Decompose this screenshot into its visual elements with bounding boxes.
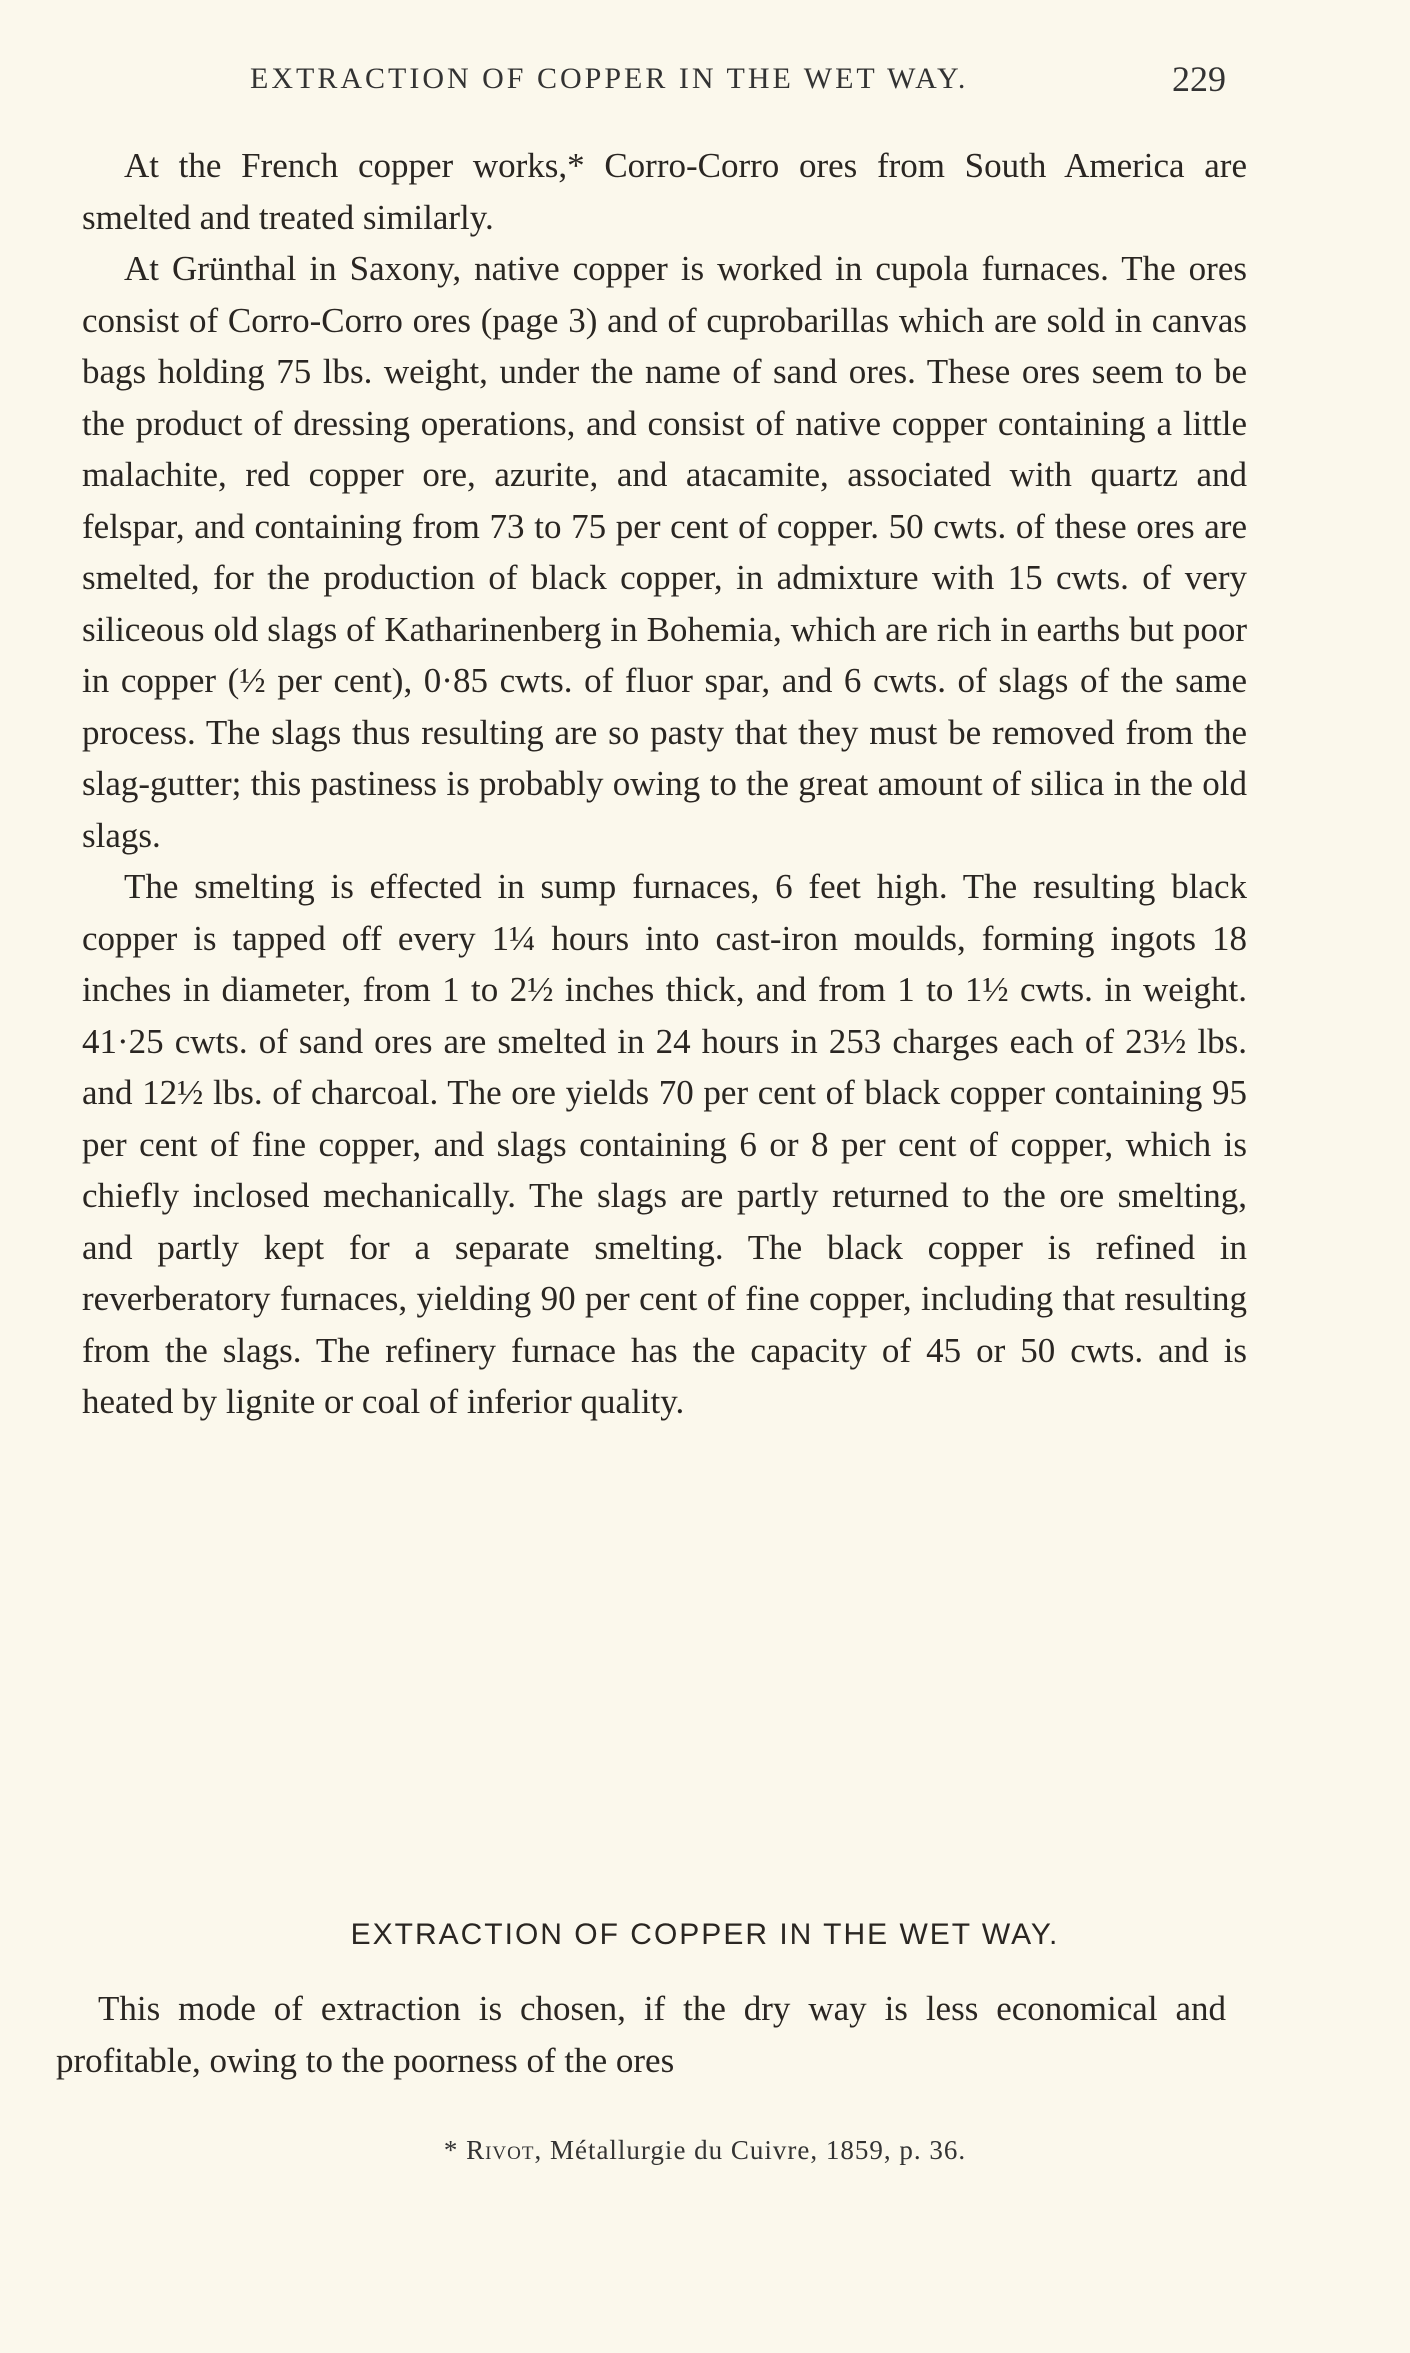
footnote-citation: Métallurgie du Cuivre, 1859, p. 36. [549, 2135, 967, 2165]
section-heading: EXTRACTION OF COPPER IN THE WET WAY. [350, 1918, 1060, 1951]
footnote-author: Rivot, [466, 2135, 543, 2165]
footnote [0, 2135, 1410, 2166]
page-number: 229 [1172, 59, 1226, 99]
paragraph-smelting: The smelting is effected in sump furnaces, 6 feet high. The resulting black copper is tapped off every 1¼ hours into cast-iron moulds, forming ingots 18 inches in diameter, from 1 to 2½ inches thick, and from 1 to 1½ cwts. in weight. 41·25 cwts. of sand ores are smelted in 24 hours in 253 charges each of 23½ lbs. and 12½ lbs. of charcoal. The ore yields 70 per cent of black copper containing 95 per cent of fine copper, and slags containing 6 or 8 per cent of copper, which is chiefly inclosed mechanically. The slags are partly returned to the ore smelting, and partly kept for a separate smelting. The black copper is refined in reverberatory furnaces, yielding 90 per cent of fine copper, including that resulting from the slags. The refinery furnace has the capacity of 45 or 50 cwts. and is heated by lignite or coal of inferior quality. [82, 867, 1247, 1421]
body-text [82, 140, 1247, 1428]
footnote-marker: * [443, 2135, 459, 2165]
section-text [56, 1983, 1226, 2086]
paragraph-wet-way: This mode of extraction is chosen, if the dry way is less economical and profitable, owing to the poorness of the ores [56, 1989, 1226, 2080]
paragraph-grunthal: At Grünthal in Saxony, native copper is worked in cupola furnaces. The ores consist of Corro-Corro ores (page 3) and of cuprobarillas which are sold in canvas bags holding 75 lbs. weight, under the name of sand ores. These ores seem to be the product of dressing operations, and consist of native copper containing a little malachite, red copper ore, azurite, and atacamite, associated with quartz and felspar, and containing from 73 to 75 per cent of copper. 50 cwts. of these ores are smelted, for the production of black copper, in admixture with 15 cwts. of very siliceous old slags of Katharinenberg in Bohemia, which are rich in earths but poor in copper (½ per cent), 0·85 cwts. of fluor spar, and 6 cwts. of slags of the same process. The slags thus resulting are so pasty that they must be removed from the slag-gutter; this pastiness is probably owing to the great amount of silica in the old slags. [82, 249, 1247, 855]
paragraph-french-works: At the French copper works,* Corro-Corro ores from South America are smelted and treated similarly. [82, 146, 1247, 237]
running-head: EXTRACTION OF COPPER IN THE WET WAY. [250, 62, 969, 95]
